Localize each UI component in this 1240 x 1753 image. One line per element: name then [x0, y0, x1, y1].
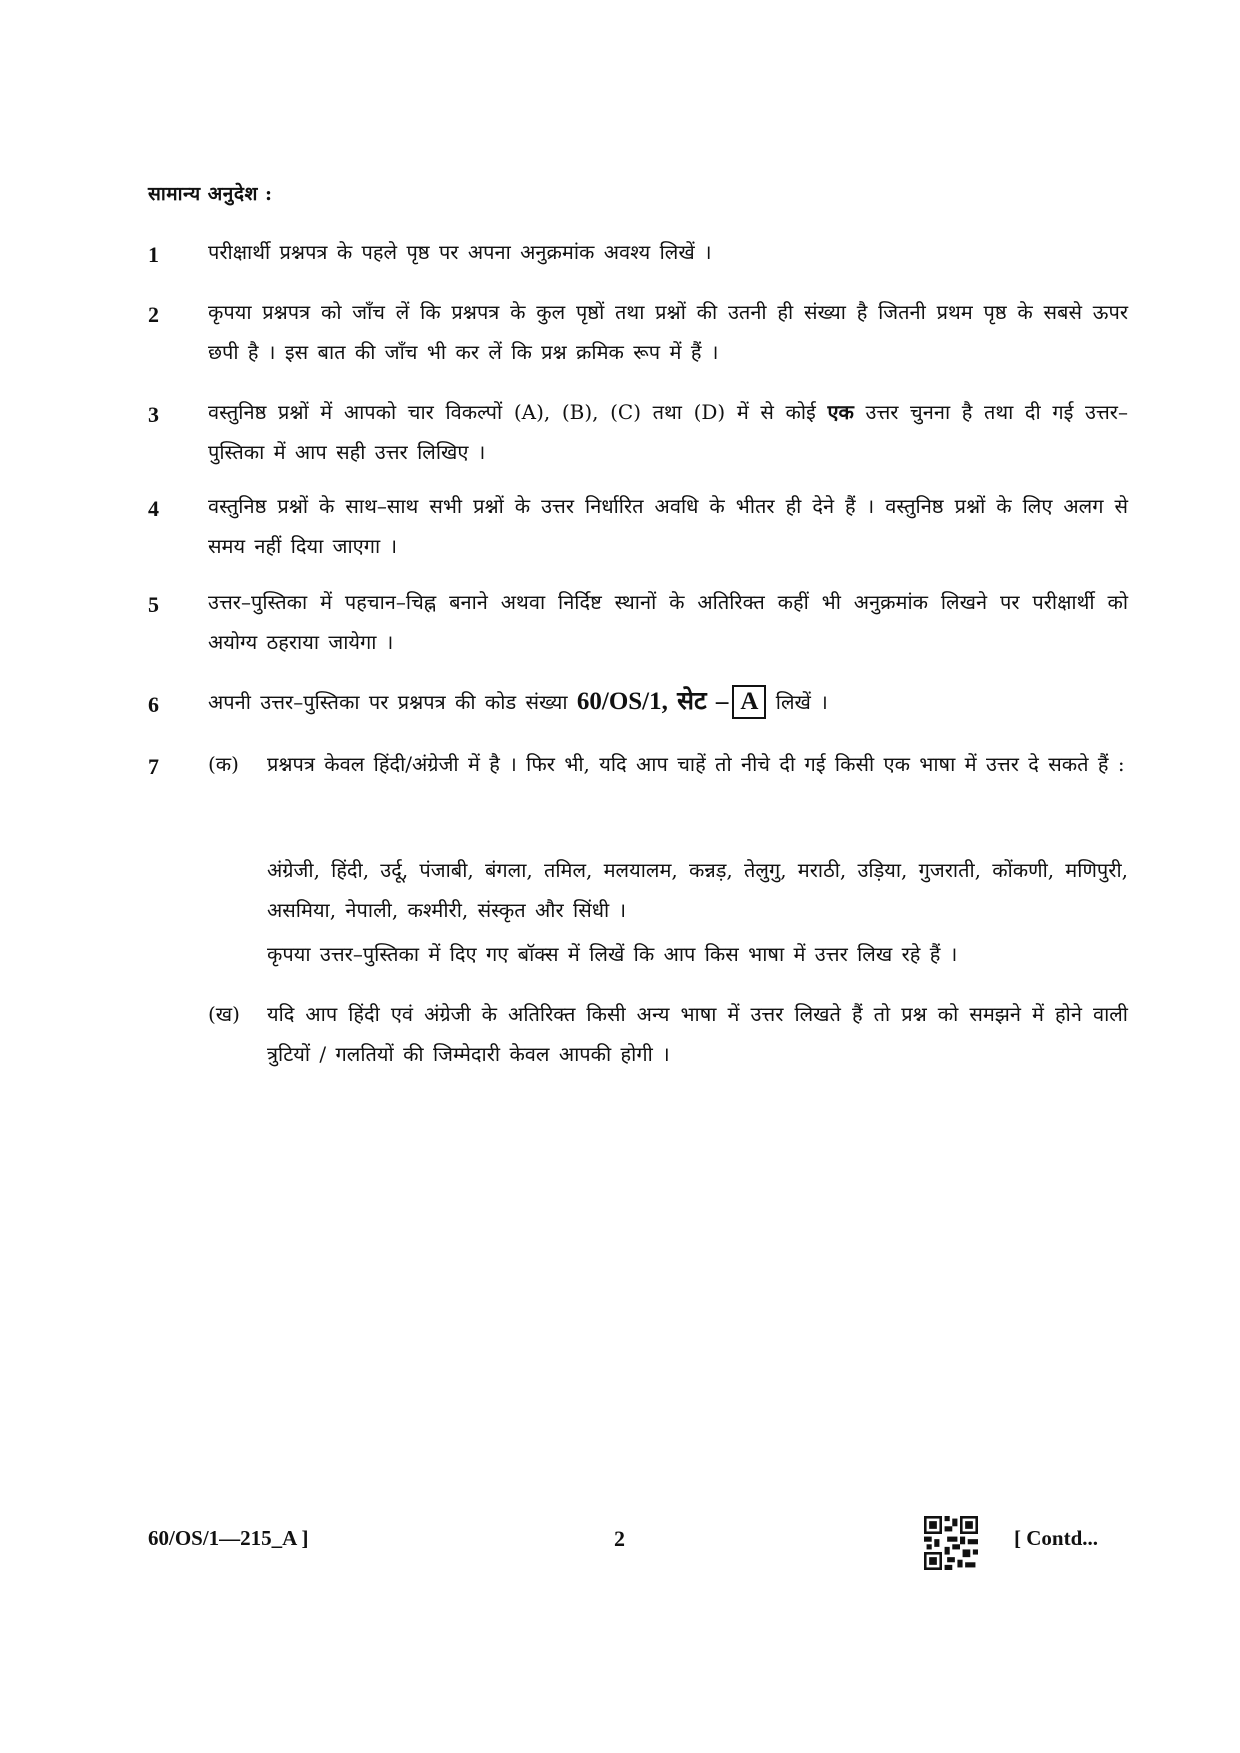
- qr-code-icon: [924, 1516, 978, 1570]
- box-note: [267, 934, 1128, 974]
- item-text: परीक्षार्थी प्रश्नपत्र के पहले पृष्ठ पर अपना अनुक्रमांक अवश्य लिखें ।: [208, 240, 712, 264]
- item-text: [208, 392, 1128, 472]
- box-note-paragraph: कृपया उत्तर–पुस्तिका में दिए गए बॉक्स में लिखें कि आप किस भाषा में उत्तर लिख रहे हैं ।: [267, 942, 958, 966]
- item-text-part: उत्तर चुनना है तथा दी गई उत्तर–पुस्तिका में आप सही उत्तर लिखिए ।: [208, 400, 1128, 464]
- footer-paper-code: 60/OS/1—215_A ]: [148, 1526, 309, 1550]
- item-number: 4: [148, 496, 159, 521]
- item-number: 1: [148, 242, 159, 267]
- item-text: वस्तुनिष्ठ प्रश्नों के साथ–साथ सभी प्रश्नों के उत्तर निर्धारित अवधि के भीतर ही देने हैं । वस्तुनिष्ठ प्रश्नों के लिए अलग से समय नहीं दिया जाएगा ।: [208, 494, 1128, 558]
- item-number: 6: [148, 692, 159, 717]
- continued-label: [ Contd...: [1014, 1526, 1099, 1550]
- item-number: 2: [148, 302, 159, 327]
- item-text: उत्तर–पुस्तिका में पहचान–चिह्न बनाने अथवा निर्दिष्ट स्थानों के अतिरिक्त कहीं भी अनुक्रमांक लिखने पर परीक्षार्थी को अयोग्य ठहराया जायेगा ।: [208, 590, 1128, 654]
- sub-paragraph: प्रश्नपत्र केवल हिंदी/अंग्रेजी में है । फिर भी, यदि आप चाहें तो नीचे दी गई किसी एक भाषा में उत्तर दे सकते हैं :: [267, 752, 1125, 776]
- item-number: 3: [148, 402, 159, 427]
- sub-label: (क): [208, 752, 239, 776]
- languages-paragraph: अंग्रेजी, हिंदी, उर्दू, पंजाबी, बंगला, तमिल, मलयालम, कन्नड़, तेलुगु, मराठी, उड़िया, गुजराती, कोंकणी, मणिपुरी, असमिया, नेपाली, कश्मीरी, संस्कृत और सिंधी ।: [267, 858, 1128, 922]
- sub-text: [267, 994, 1128, 1074]
- page-number: 2: [614, 1526, 625, 1551]
- paper-code: 60/OS/1, सेट –: [576, 688, 729, 715]
- sub-text: [267, 744, 1128, 784]
- sub-label: (ख): [208, 1002, 240, 1026]
- instructions-heading: सामान्य अनुदेश :: [148, 183, 273, 205]
- sub-paragraph: यदि आप हिंदी एवं अंग्रेजी के अतिरिक्त किसी अन्य भाषा में उत्तर लिखते हैं तो प्रश्न को समझने में होने वाली त्रुटियों / गलतियों की जिम्मेदारी केवल आपकी होगी ।: [267, 1002, 1128, 1066]
- item-text: [208, 682, 1128, 722]
- item-number: 7: [148, 754, 159, 779]
- set-box: A: [732, 685, 766, 719]
- item-number: 5: [148, 592, 159, 617]
- item-text-emphasis: एक: [827, 400, 854, 424]
- item-text-part: लिखें ।: [766, 690, 828, 714]
- item-text: कृपया प्रश्नपत्र को जाँच लें कि प्रश्नपत्र के कुल पृष्ठों तथा प्रश्नों की उतनी ही संख्या है जितनी प्रथम पृष्ठ के सबसे ऊपर छपी है । इस बात की जाँच भी कर लें कि प्रश्न क्रमिक रूप में हैं ।: [208, 300, 1128, 364]
- language-list: [267, 850, 1128, 930]
- item-text-part: अपनी उत्तर–पुस्तिका पर प्रश्नपत्र की कोड संख्या: [208, 690, 577, 714]
- item-text-part: वस्तुनिष्ठ प्रश्नों में आपको चार विकल्पों (A), (B), (C) तथा (D) में से कोई: [208, 400, 828, 424]
